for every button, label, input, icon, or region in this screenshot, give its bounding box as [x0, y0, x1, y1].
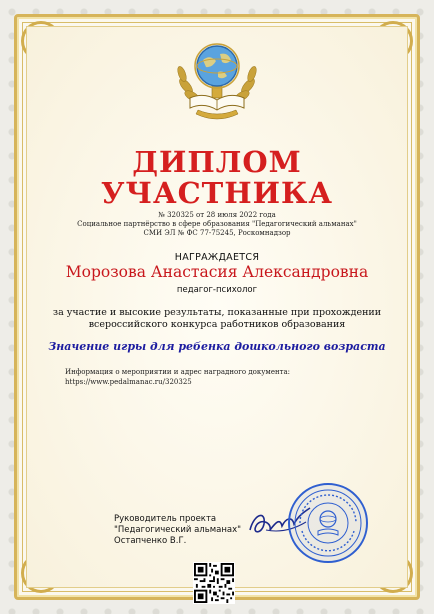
- document-meta: [0, 211, 434, 238]
- work-topic: Значение игры для ребенка дошкольного возраста: [48, 340, 386, 353]
- diploma-title-line2: УЧАСТНИКА: [100, 176, 334, 210]
- manager-title: Руководитель проекта: [114, 514, 217, 524]
- event-info: [65, 367, 290, 387]
- reason-line1: за участие и высокие результаты, показанные при прохождении: [52, 307, 382, 318]
- qr-code-icon[interactable]: [193, 562, 235, 604]
- manager-name: Остапченко В.Г.: [114, 536, 187, 546]
- awarded-label: НАГРАЖДАЕТСЯ: [174, 252, 260, 263]
- reason-line2: всероссийского конкурса работников образования: [88, 319, 346, 330]
- document-url[interactable]: https://www.pedalmanac.ru/320325: [65, 378, 192, 386]
- globe-book-emblem-icon: [172, 34, 262, 124]
- recipient-position: педагог-психолог: [176, 285, 258, 295]
- document-number: № 320325 от 28 июля 2022 года: [158, 211, 276, 219]
- registration-line: СМИ ЭЛ № ФС 77-75245, Роскомнадзор: [143, 229, 291, 237]
- manager-project: "Педагогический альманах": [114, 525, 242, 535]
- diploma-title-line1: ДИПЛОМ: [132, 145, 302, 179]
- seal-stamp-icon: [286, 481, 370, 565]
- manager-block: [114, 514, 241, 547]
- award-reason: [0, 307, 434, 331]
- partner-line: Социальное партнёрство в сфере образования "Педагогический альманах": [77, 220, 357, 228]
- info-label: Информация о мероприятии и адрес наградного документа:: [65, 368, 291, 376]
- recipient-name: Морозова Анастасия Александровна: [65, 263, 369, 281]
